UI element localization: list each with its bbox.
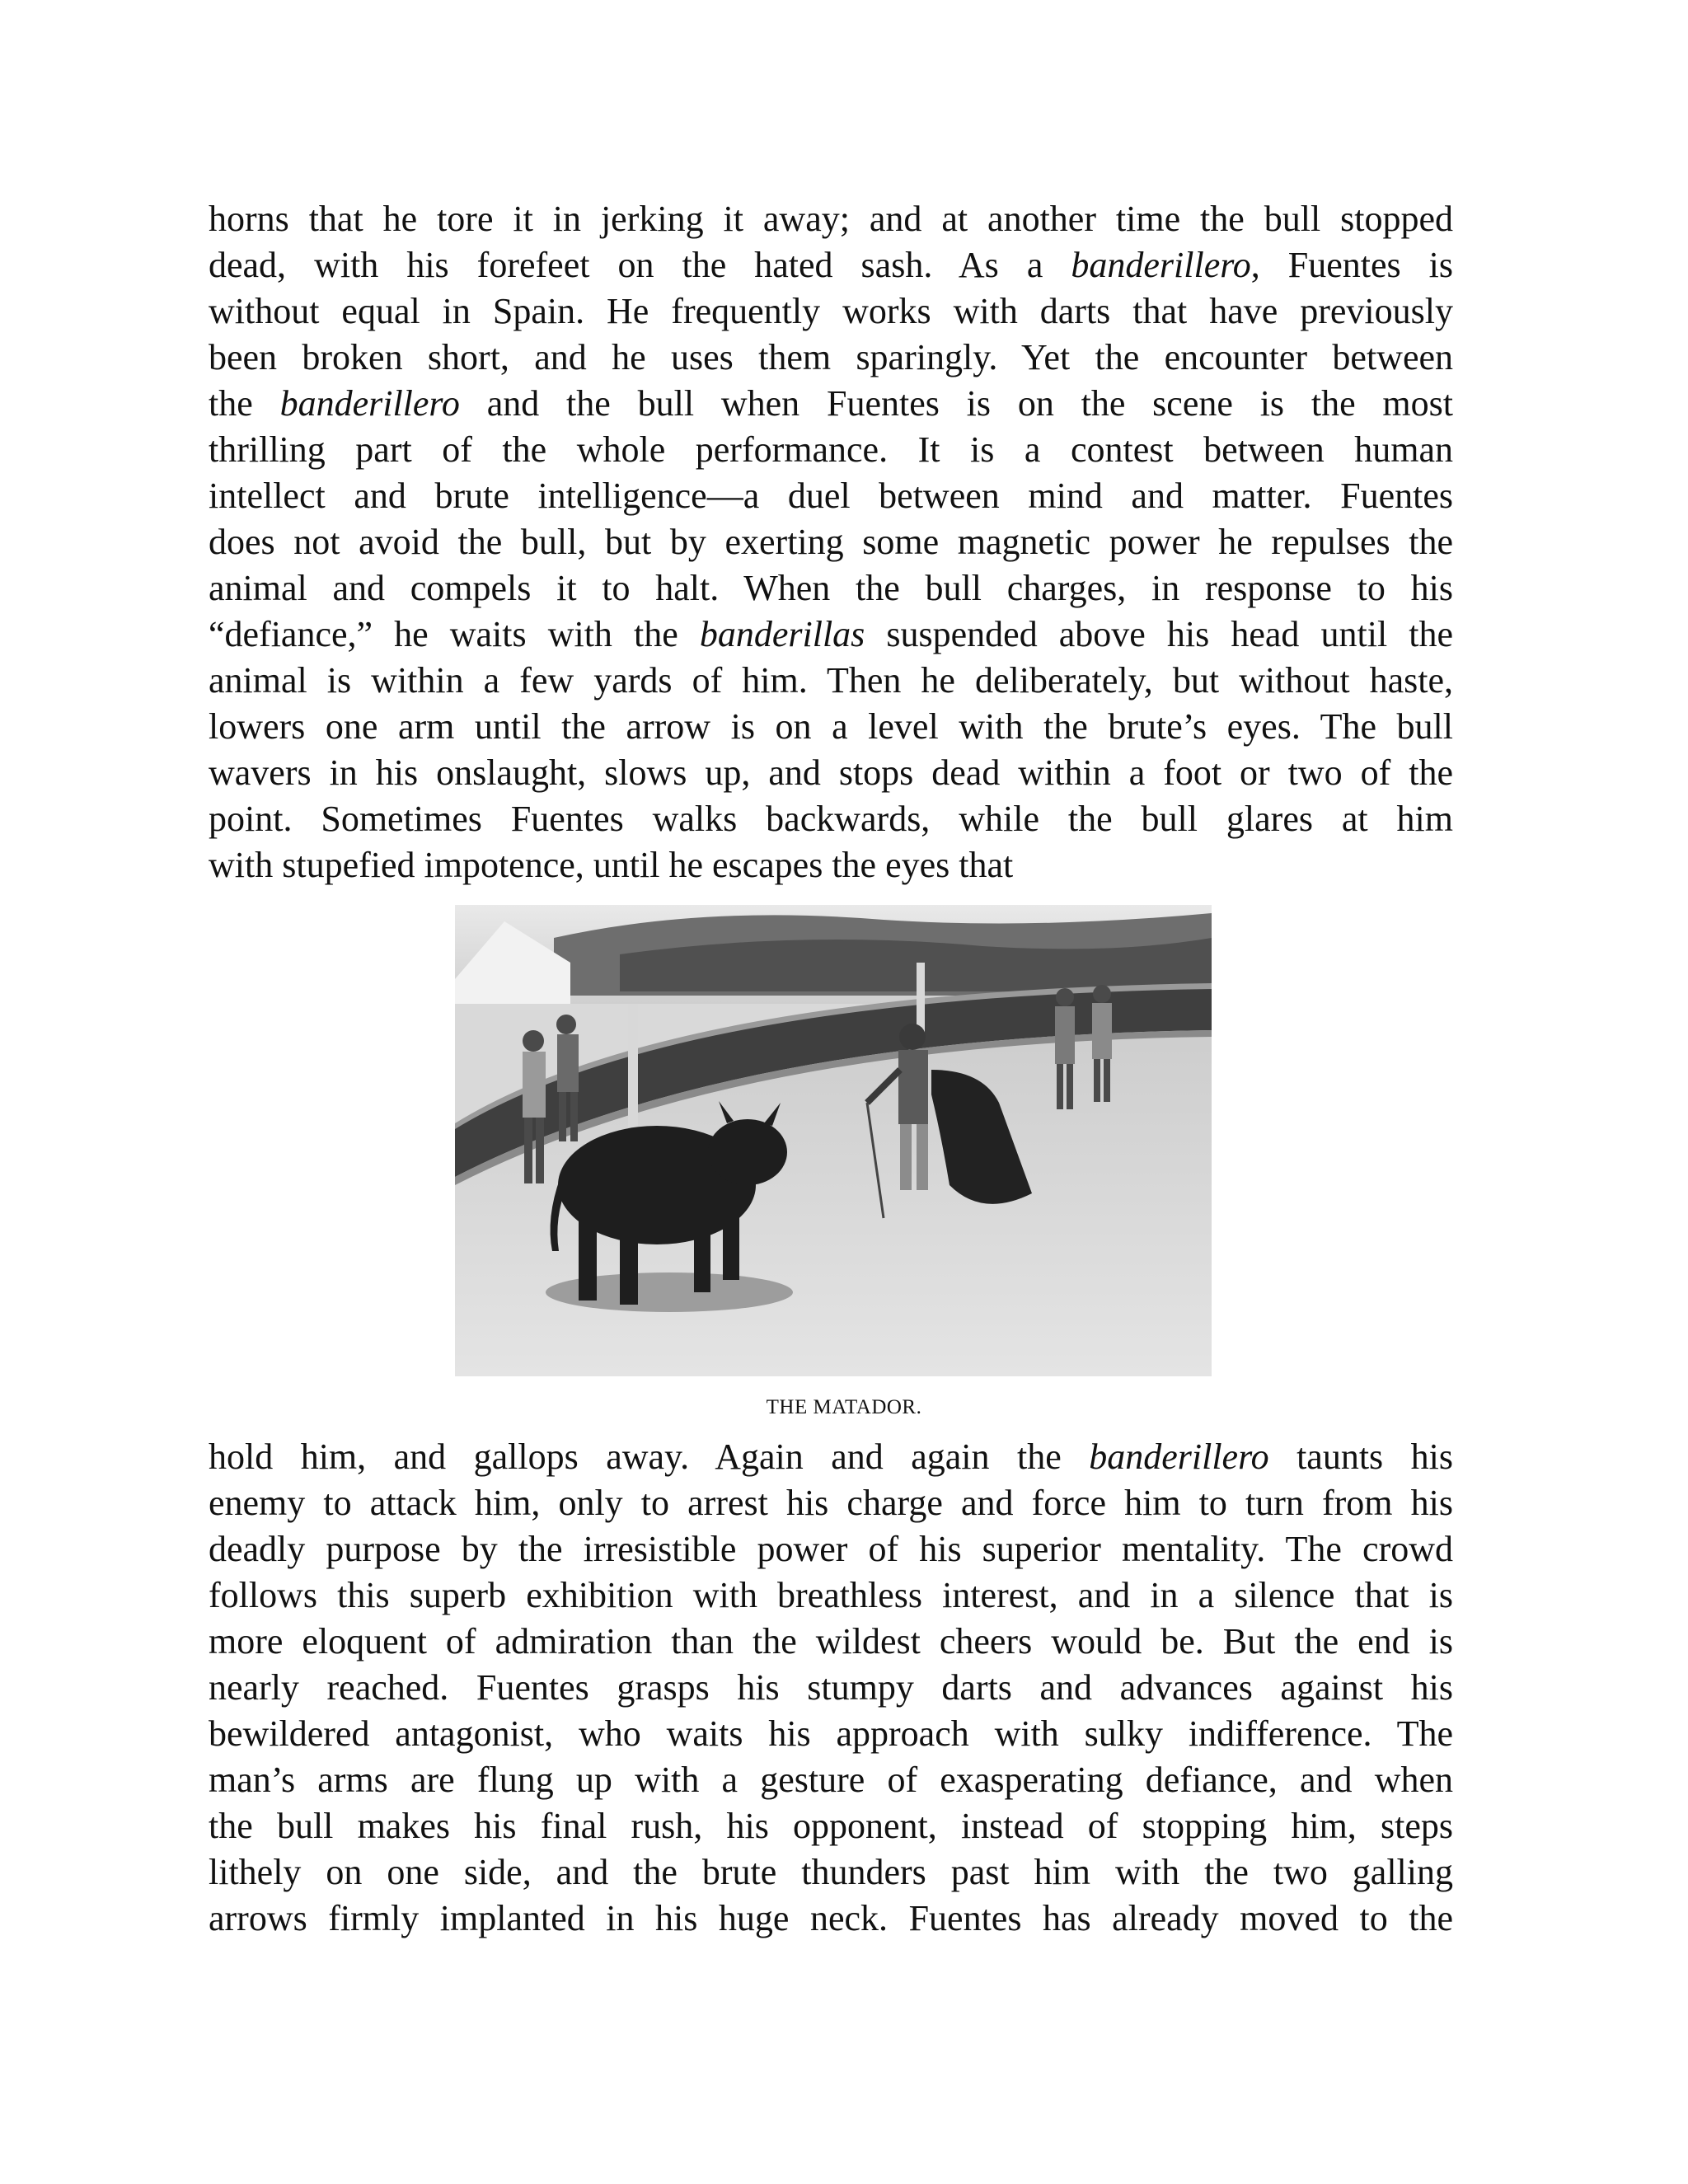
text-line: hold him, and gallops away. Again and again the banderillero taunts his (209, 1436, 1453, 1477)
text-line: the bull makes his final rush, his opponent, instead of stopping him, steps (209, 1806, 1453, 1846)
text-line: with stupefied impotence, until he escapes the eyes that (209, 845, 1014, 885)
italic-term: banderillero (279, 383, 460, 424)
text-line: wavers in his onslaught, slows up, and stops dead within a foot or two of the (209, 752, 1453, 793)
text-line: animal is within a few yards of him. Then he deliberately, but without haste, (209, 660, 1453, 701)
text-line: thrilling part of the whole performance. It is a contest between human (209, 429, 1453, 470)
italic-term: banderillero (1089, 1436, 1269, 1477)
text-line: point. Sometimes Fuentes walks backwards, while the bull glares at him (209, 799, 1453, 839)
text-line: does not avoid the bull, but by exerting some magnetic power he repulses the (209, 522, 1453, 562)
italic-term: banderillas (699, 614, 865, 654)
text-line: arrows firmly implanted in his huge neck. Fuentes has already moved to the (209, 1898, 1453, 1938)
text-line: the banderillero and the bull when Fuentes is on the scene is the most (209, 383, 1453, 424)
top-paragraph (209, 196, 1453, 888)
figure-caption: THE MATADOR. (766, 1396, 922, 1418)
bottom-paragraph (209, 1434, 1453, 1942)
barrier-post (628, 1004, 638, 1127)
text-line: horns that he tore it in jerking it away; and at another time the bull stopped (209, 199, 1453, 239)
text-line: without equal in Spain. He frequently works with darts that have previously (209, 291, 1453, 331)
text-line: dead, with his forefeet on the hated sash. As a banderillero, Fuentes is (209, 245, 1453, 285)
text-line: more eloquent of admiration than the wildest cheers would be. But the end is (209, 1621, 1453, 1661)
text-line: lithely on one side, and the brute thunders past him with the two galling (209, 1852, 1453, 1892)
text-line: deadly purpose by the irresistible power of his superior mentality. The crowd (209, 1529, 1453, 1569)
text-line: “defiance,” he waits with the banderillas suspended above his head until the (209, 614, 1454, 654)
text-line: bewildered antagonist, who waits his approach with sulky indifference. The (209, 1713, 1453, 1754)
bullfight-engraving (455, 905, 1212, 1376)
matador-illustration (455, 905, 1212, 1376)
text-line: nearly reached. Fuentes grasps his stumpy darts and advances against his (209, 1667, 1453, 1708)
text-line: animal and compels it to halt. When the bull charges, in response to his (209, 568, 1453, 608)
text-line: lowers one arm until the arrow is on a level with the brute’s eyes. The bull (209, 706, 1453, 747)
text-line: follows this superb exhibition with breathless interest, and in a silence that is (209, 1575, 1453, 1615)
italic-term: banderillero (1071, 245, 1251, 285)
text-line: man’s arms are flung up with a gesture of exasperating defiance, and when (209, 1760, 1453, 1800)
text-line: been broken short, and he uses them sparingly. Yet the encounter between (209, 337, 1453, 377)
text-line: enemy to attack him, only to arrest his charge and force him to turn from his (209, 1483, 1453, 1523)
text-line: intellect and brute intelligence—a duel between mind and matter. Fuentes (209, 476, 1453, 516)
